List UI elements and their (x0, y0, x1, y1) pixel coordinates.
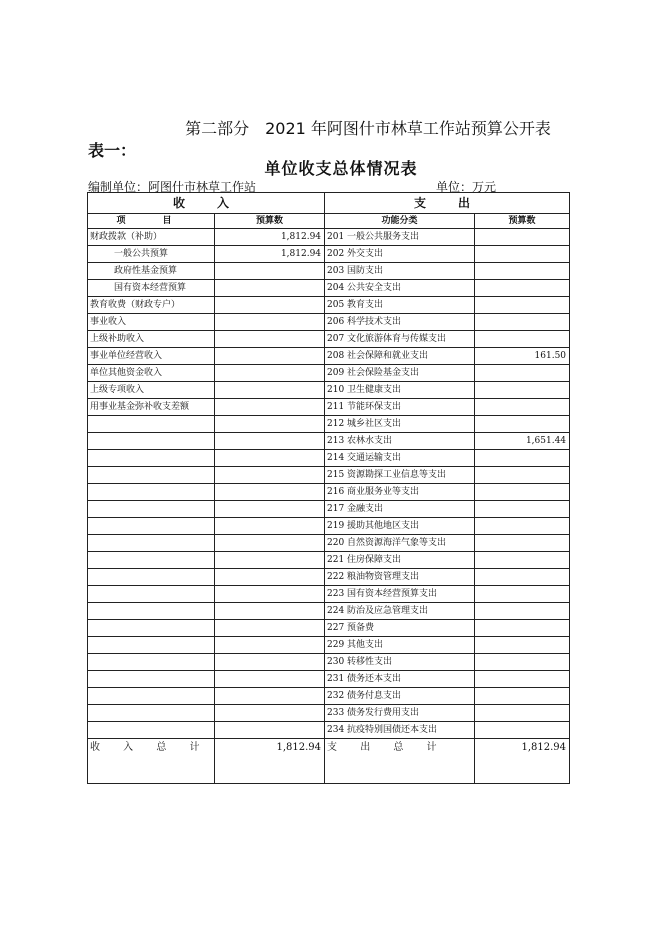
income-value (215, 518, 325, 535)
income-value (215, 399, 325, 416)
income-item (88, 467, 215, 484)
income-item (88, 501, 215, 518)
table-row (88, 569, 570, 586)
table-row (88, 535, 570, 552)
income-item: 一般公共预算 (88, 246, 215, 263)
expense-item: 205 教育支出 (325, 297, 475, 314)
expense-item: 210 卫生健康支出 (325, 382, 475, 399)
income-item (88, 671, 215, 688)
income-value (215, 280, 325, 297)
table-row (88, 654, 570, 671)
expense-value (475, 467, 570, 484)
table-row (88, 433, 570, 450)
expense-item: 212 城乡社区支出 (325, 416, 475, 433)
table-row (88, 501, 570, 518)
income-value (215, 603, 325, 620)
part-title: 第二部分 2021 年阿图什市林草工作站预算公开表 (185, 119, 551, 138)
expense-item: 213 农林水支出 (325, 433, 475, 450)
table-row (88, 280, 570, 297)
expense-value: 161.50 (475, 348, 570, 365)
expense-item: 206 科学技术支出 (325, 314, 475, 331)
expense-item: 234 抗疫特别国债还本支出 (325, 722, 475, 739)
total-row (88, 739, 570, 784)
expense-value (475, 535, 570, 552)
income-value (215, 671, 325, 688)
table-row (88, 586, 570, 603)
col-budget2-header: 预算数 (475, 214, 570, 229)
table-row (88, 637, 570, 654)
expense-value (475, 297, 570, 314)
currency-unit: 单位：万元 (436, 180, 497, 194)
expense-value (475, 331, 570, 348)
income-item (88, 518, 215, 535)
income-item: 上级补助收入 (88, 331, 215, 348)
income-value (215, 552, 325, 569)
expense-section-header: 支 出 (325, 193, 570, 214)
expense-item: 230 转移性支出 (325, 654, 475, 671)
income-item (88, 603, 215, 620)
income-item: 教育收费（财政专户） (88, 297, 215, 314)
income-item (88, 722, 215, 739)
table-row (88, 297, 570, 314)
expense-item: 215 资源勘探工业信息等支出 (325, 467, 475, 484)
income-value (215, 654, 325, 671)
expense-value (475, 450, 570, 467)
table-row (88, 331, 570, 348)
income-item: 单位其他资金收入 (88, 365, 215, 382)
expense-item: 221 住房保障支出 (325, 552, 475, 569)
expense-item: 208 社会保障和就业支出 (325, 348, 475, 365)
expense-item: 232 债务付息支出 (325, 688, 475, 705)
income-item: 事业收入 (88, 314, 215, 331)
section-header-row (88, 193, 570, 214)
table-row (88, 450, 570, 467)
income-item (88, 705, 215, 722)
expense-item: 214 交通运输支出 (325, 450, 475, 467)
table-row (88, 620, 570, 637)
expense-value (475, 569, 570, 586)
income-value (215, 348, 325, 365)
table-row (88, 705, 570, 722)
col-function-header: 功能分类 (325, 214, 475, 229)
expense-item: 202 外交支出 (325, 246, 475, 263)
table-row (88, 484, 570, 501)
table-row (88, 348, 570, 365)
income-value (215, 382, 325, 399)
income-item (88, 620, 215, 637)
expense-value (475, 688, 570, 705)
income-value (215, 314, 325, 331)
income-value (215, 688, 325, 705)
table-row (88, 552, 570, 569)
expense-value (475, 722, 570, 739)
column-header-row (88, 214, 570, 229)
expense-value (475, 552, 570, 569)
income-item: 财政拨款（补助） (88, 229, 215, 246)
document-title: 单位收支总体情况表 (264, 159, 418, 178)
budget-table (87, 192, 570, 784)
expense-item: 219 援助其他地区支出 (325, 518, 475, 535)
income-item (88, 535, 215, 552)
expense-value: 1,651.44 (475, 433, 570, 450)
table-row (88, 688, 570, 705)
income-total-label: 收 入 总 计 (88, 739, 215, 784)
expense-value (475, 229, 570, 246)
expense-item: 220 自然资源海洋气象等支出 (325, 535, 475, 552)
income-item (88, 637, 215, 654)
expense-value (475, 518, 570, 535)
income-item (88, 552, 215, 569)
income-item: 事业单位经营收入 (88, 348, 215, 365)
expense-item: 224 防治及应急管理支出 (325, 603, 475, 620)
income-item: 政府性基金预算 (88, 263, 215, 280)
income-item (88, 416, 215, 433)
expense-value (475, 280, 570, 297)
expense-value (475, 246, 570, 263)
table-row (88, 229, 570, 246)
income-value (215, 620, 325, 637)
expense-value (475, 399, 570, 416)
expense-item: 233 债务发行费用支出 (325, 705, 475, 722)
table-row (88, 314, 570, 331)
table-row (88, 382, 570, 399)
expense-item: 229 其他支出 (325, 637, 475, 654)
table-row (88, 467, 570, 484)
expense-item: 217 金融支出 (325, 501, 475, 518)
expense-value (475, 484, 570, 501)
expense-value (475, 416, 570, 433)
income-value (215, 569, 325, 586)
expense-value (475, 705, 570, 722)
income-item (88, 433, 215, 450)
income-item (88, 654, 215, 671)
income-value (215, 637, 325, 654)
income-value (215, 297, 325, 314)
income-value (215, 501, 325, 518)
income-item (88, 688, 215, 705)
income-value (215, 331, 325, 348)
table-row (88, 603, 570, 620)
col-budget-header: 预算数 (215, 214, 325, 229)
expense-item: 223 国有资本经营预算支出 (325, 586, 475, 603)
income-item (88, 450, 215, 467)
expense-value (475, 382, 570, 399)
expense-item: 204 公共安全支出 (325, 280, 475, 297)
expense-value (475, 637, 570, 654)
table-row (88, 365, 570, 382)
income-value (215, 433, 325, 450)
table-row (88, 518, 570, 535)
expense-item: 222 粮油物资管理支出 (325, 569, 475, 586)
income-value (215, 450, 325, 467)
income-value: 1,812.94 (215, 246, 325, 263)
table-row (88, 671, 570, 688)
expense-total-label: 支 出 总 计 (325, 739, 475, 784)
expense-value (475, 263, 570, 280)
expense-value (475, 603, 570, 620)
income-value (215, 416, 325, 433)
income-value (215, 586, 325, 603)
income-item (88, 569, 215, 586)
expense-item: 231 债务还本支出 (325, 671, 475, 688)
income-value (215, 365, 325, 382)
expense-value (475, 501, 570, 518)
expense-item: 201 一般公共服务支出 (325, 229, 475, 246)
expense-value (475, 620, 570, 637)
col-item-header: 项 目 (88, 214, 215, 229)
expense-total-value: 1,812.94 (475, 739, 570, 784)
table-row (88, 399, 570, 416)
expense-value (475, 671, 570, 688)
table-row (88, 246, 570, 263)
income-value (215, 467, 325, 484)
income-value (215, 722, 325, 739)
income-value (215, 484, 325, 501)
expense-value (475, 654, 570, 671)
expense-item: 227 预备费 (325, 620, 475, 637)
income-value (215, 535, 325, 552)
expense-value (475, 314, 570, 331)
table-row (88, 722, 570, 739)
table-row (88, 416, 570, 433)
table-number: 表一： (88, 141, 137, 160)
expense-item: 207 文化旅游体育与传媒支出 (325, 331, 475, 348)
income-value: 1,812.94 (215, 229, 325, 246)
expense-item: 216 商业服务业等支出 (325, 484, 475, 501)
income-item (88, 586, 215, 603)
income-total-value: 1,812.94 (215, 739, 325, 784)
income-section-header: 收 入 (88, 193, 325, 214)
expense-value (475, 586, 570, 603)
expense-item: 203 国防支出 (325, 263, 475, 280)
expense-item: 209 社会保险基金支出 (325, 365, 475, 382)
income-item: 上级专项收入 (88, 382, 215, 399)
income-item: 国有资本经营预算 (88, 280, 215, 297)
expense-value (475, 365, 570, 382)
expense-item: 211 节能环保支出 (325, 399, 475, 416)
income-value (215, 705, 325, 722)
income-item (88, 484, 215, 501)
income-item: 用事业基金弥补收支差额 (88, 399, 215, 416)
compiling-unit: 编制单位：阿图什市林草工作站 (88, 180, 257, 194)
table-row (88, 263, 570, 280)
income-value (215, 263, 325, 280)
